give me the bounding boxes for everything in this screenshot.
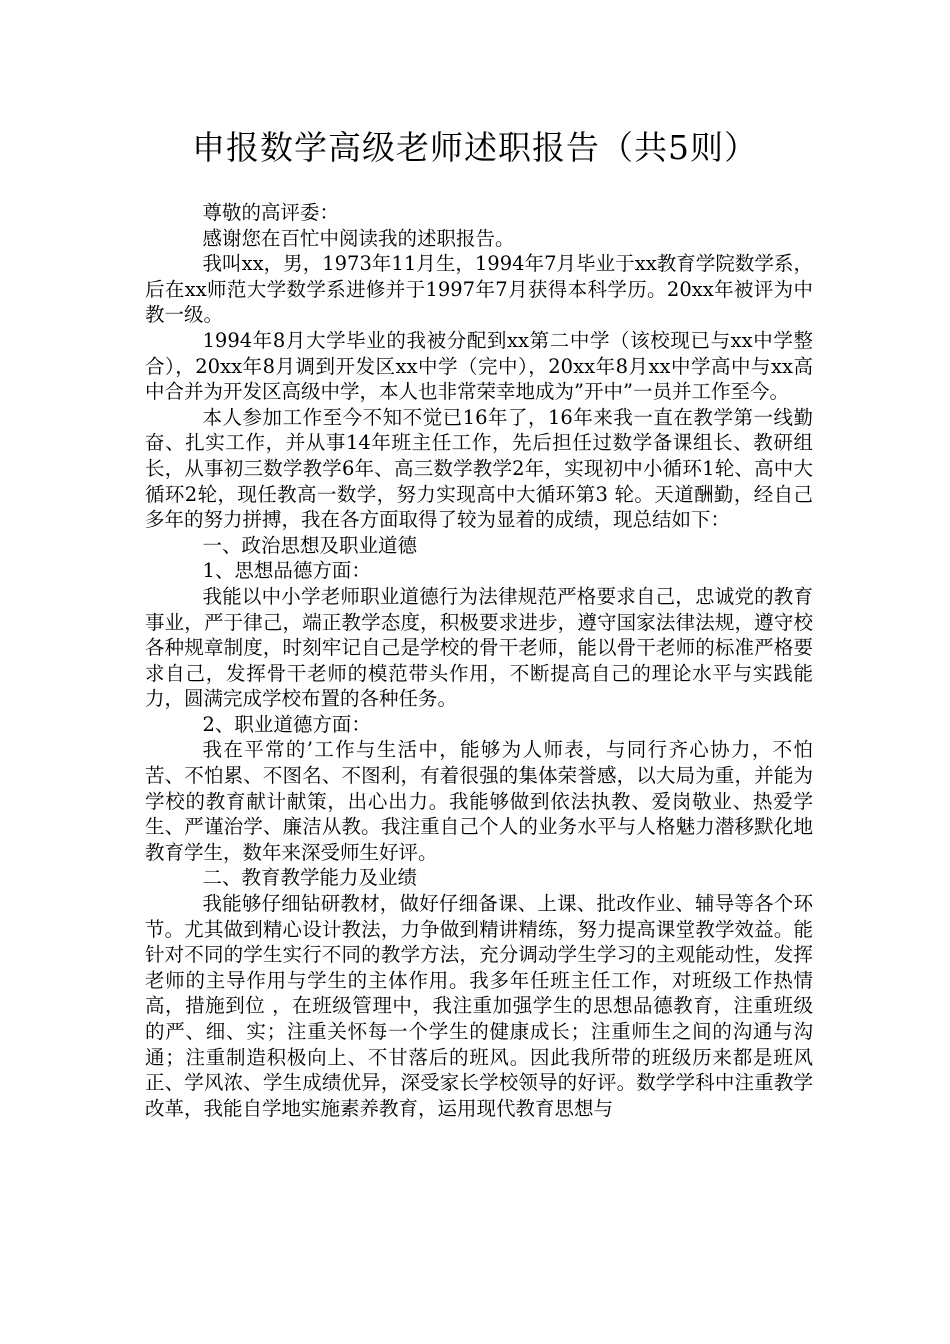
body-paragraph: 我叫xx，男，1973年11月生，1994年7月毕业于xx教育学院数学系，后在xx师范大学数学系进修并于1997年7月获得本科学历。20xx年被评为中教一级。 bbox=[145, 252, 813, 327]
section-heading: 二、教育教学能力及业绩 bbox=[202, 866, 418, 890]
body-paragraph: 我在平常的’工作与生活中，能够为人师表，与同行齐心协力，不怕苦、不怕累、不图名、不图利，有着很强的集体荣誉感，以大局为重，并能为学校的教育献计献策，出心出力。我能够做到依法执教、爱岗敬业、热爱学生、严谨治学、廉洁从教。我注重自己个人的业务水平与人格魅力潜移默化地教育学生，数年来深受师生好评。 bbox=[145, 738, 813, 864]
subsection-heading: 2、职业道德方面： bbox=[202, 712, 371, 736]
body-paragraph: 我能以中小学老师职业道德行为法律规范严格要求自己，忠诚党的教育事业，严于律己，端正教学态度，积极要求进步，遵守国家法律法规，遵守校各种规章制度，时刻牢记自己是学校的骨干老师，能以骨干老师的标准严格要求自己，发挥骨干老师的模范带头作用，不断提高自己的理论水平与实践能力，圆满完成学校布置的各种任务。 bbox=[145, 584, 813, 711]
document-body bbox=[145, 200, 813, 1121]
subsection-heading: 1、思想品德方面： bbox=[202, 559, 371, 583]
section-heading: 一、政治思想及职业道德 bbox=[202, 533, 418, 557]
document-title: 申报数学高级老师述职报告（共5则） bbox=[192, 128, 758, 167]
body-paragraph: 我能够仔细钻研教材，做好仔细备课、上课、批改作业、辅导等各个环节。尤其做到精心设计教法，力争做到精讲精练，努力提高课堂教学效益。能针对不同的学生实行不同的教学方法，充分调动学生学习的主观能动性，发挥老师的主导作用与学生的主体作用。我多年任班主任工作，对班级工作热情高，措施到位 ，在班级管理中，我注重加强学生的思想品德教育，注重班级的严、细、实；注重关怀每一个学生的健康成长；注重师生之间的沟通与沟通；注重制造积极向上、不甘落后的班风。因此我所带的班级历来都是班风正、学风浓、学生成绩优异，深受家长学校领导的好评。数学学科中注重教学改革，我能自学地实施素养教育，运用现代教育思想与 bbox=[145, 892, 813, 1120]
body-paragraph: 感谢您在百忙中阅读我的述职报告。 bbox=[202, 226, 515, 250]
body-paragraph: 本人参加工作至今不知不觉已16年了，16年来我一直在教学第一线勤奋、扎实工作，并从事14年班主任工作，先后担任过数学备课组长、教研组长，从事初三数学教学6年、高三数学教学2年，实现初中小循环1轮、高中大循环2轮，现任教高一数学，努力实现高中大循环第3 轮。天道酬勤，经自己多年的努力拼搏，我在各方面取得了较为显着的成绩，现总结如下： bbox=[145, 405, 813, 532]
body-paragraph: 1994年8月大学毕业的我被分配到xx第二中学（该校现已与xx中学整合），20xx年8月调到开发区xx中学（完中），20xx年8月xx中学高中与xx高中合并为开发区高级中学，本人也非常荣幸地成为”开中”一员并工作至今。 bbox=[145, 328, 813, 404]
salutation: 尊敬的高评委： bbox=[202, 201, 340, 224]
